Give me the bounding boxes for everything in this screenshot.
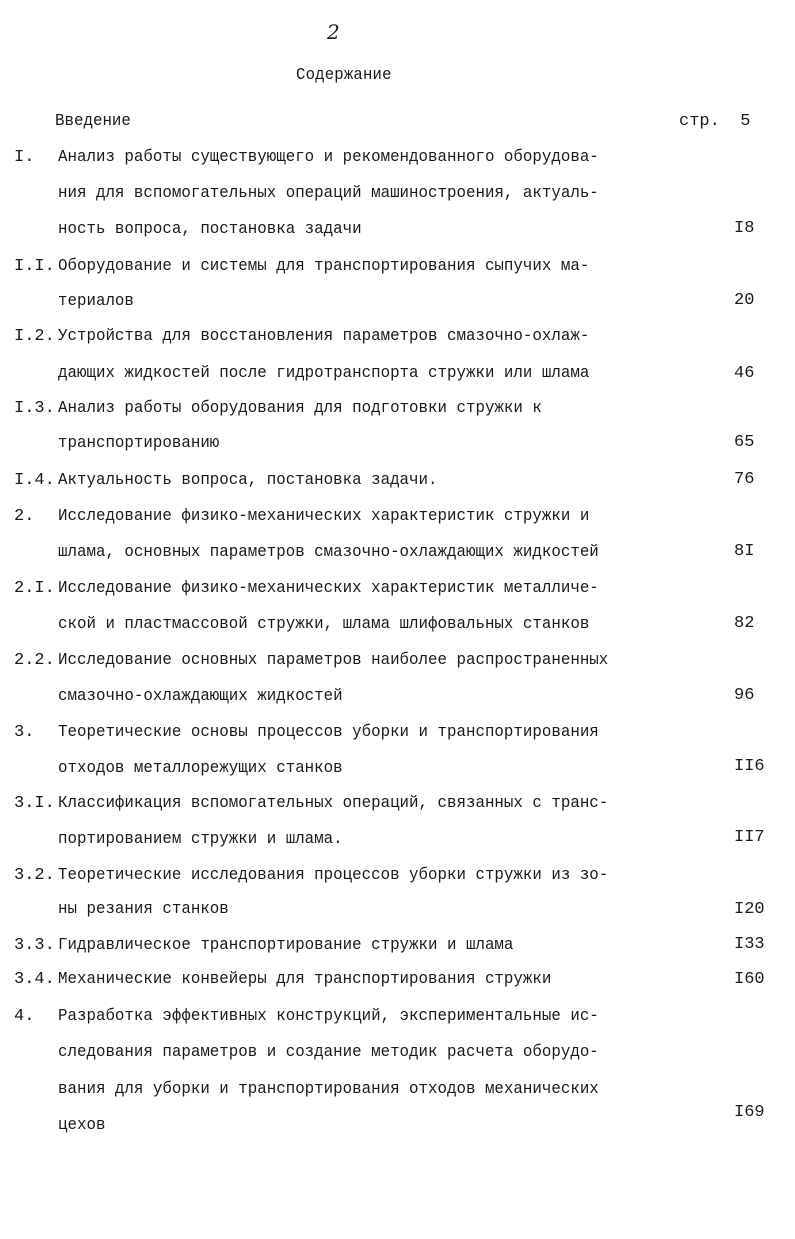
toc-entry-page: 76 bbox=[734, 470, 755, 489]
toc-entry-line: териалов bbox=[58, 292, 134, 311]
toc-entry-line: Теоретические основы процессов уборки и транспортирования bbox=[58, 723, 599, 742]
toc-entry-line: отходов металлорежущих станков bbox=[58, 759, 343, 778]
toc-entry-line: Гидравлическое транспортирование стружки и шлама bbox=[58, 936, 514, 955]
toc-entry-line: Анализ работы существующего и рекомендованного оборудова- bbox=[58, 148, 599, 167]
toc-entry-page: I33 bbox=[734, 935, 765, 954]
toc-entry-number: 3.3. bbox=[14, 936, 55, 955]
toc-entry-page: I8 bbox=[734, 219, 755, 238]
toc-entry-page: I69 bbox=[734, 1103, 765, 1122]
toc-entry-line: Устройства для восстановления параметров смазочно-охлаж- bbox=[58, 327, 590, 346]
toc-entry-line: ны резания станков bbox=[58, 900, 229, 919]
toc-entry-line: дающих жидкостей после гидротранспорта стружки или шлама bbox=[58, 364, 590, 383]
toc-entry-line: вания для уборки и транспортирования отходов механических bbox=[58, 1080, 599, 1099]
toc-entry-line: ность вопроса, постановка задачи bbox=[58, 220, 362, 239]
toc-entry-line: Разработка эффективных конструкций, экспериментальные ис- bbox=[58, 1007, 599, 1026]
toc-entry-page: 8I bbox=[734, 542, 755, 561]
toc-entry-line: цехов bbox=[58, 1116, 106, 1135]
toc-entry-line: Оборудование и системы для транспортирования сыпучих ма- bbox=[58, 257, 590, 276]
toc-entry-page: 96 bbox=[734, 686, 755, 705]
toc-entry-number: 4. bbox=[14, 1007, 35, 1026]
intro-label: Введение bbox=[55, 112, 131, 131]
toc-entry-line: Актуальность вопроса, постановка задачи. bbox=[58, 471, 438, 490]
toc-entry-line: Механические конвейеры для транспортирования стружки bbox=[58, 970, 552, 989]
toc-entry-number: I. bbox=[14, 148, 35, 167]
toc-entry-page: II6 bbox=[734, 757, 765, 776]
toc-entry-page: 82 bbox=[734, 614, 755, 633]
intro-page bbox=[679, 112, 750, 131]
toc-entry-line: Классификация вспомогательных операций, связанных с транс- bbox=[58, 794, 609, 813]
toc-entry-line: транспортированию bbox=[58, 434, 220, 453]
toc-entry-line: Исследование физико-механических характеристик металличе- bbox=[58, 579, 599, 598]
toc-entry-number: I.3. bbox=[14, 399, 55, 418]
toc-title: Содержание bbox=[296, 66, 392, 85]
toc-entry-number: I.2. bbox=[14, 327, 55, 346]
toc-entry-page: I20 bbox=[734, 900, 765, 919]
toc-entry-line: следования параметров и создание методик расчета оборудо- bbox=[58, 1043, 599, 1062]
toc-entry-page: II7 bbox=[734, 828, 765, 847]
toc-entry-number: 3.2. bbox=[14, 866, 55, 885]
toc-entry-number: I.I. bbox=[14, 257, 55, 276]
toc-entry-page: I60 bbox=[734, 970, 765, 989]
toc-entry-number: I.4. bbox=[14, 471, 55, 490]
toc-entry-page: 65 bbox=[734, 433, 755, 452]
toc-entry-line: шлама, основных параметров смазочно-охлаждающих жидкостей bbox=[58, 543, 599, 562]
intro-page-prefix: стр. bbox=[679, 112, 720, 131]
toc-entry-line: портированием стружки и шлама. bbox=[58, 830, 343, 849]
toc-entry-line: смазочно-охлаждающих жидкостей bbox=[58, 687, 343, 706]
toc-entry-number: 3.4. bbox=[14, 970, 55, 989]
toc-entry-line: Исследование физико-механических характеристик стружки и bbox=[58, 507, 590, 526]
toc-entry-number: 2. bbox=[14, 507, 35, 526]
toc-entry-number: 2.2. bbox=[14, 651, 55, 670]
toc-entry-line: ской и пластмассовой стружки, шлама шлифовальных станков bbox=[58, 615, 590, 634]
toc-entry-page: 46 bbox=[734, 364, 755, 383]
intro-page-number: 5 bbox=[740, 112, 751, 131]
toc-entry-page: 20 bbox=[734, 291, 755, 310]
toc-entry-number: 2.I. bbox=[14, 579, 55, 598]
toc-entry-line: Анализ работы оборудования для подготовки стружки к bbox=[58, 399, 542, 418]
toc-entry-line: ния для вспомогательных операций машиностроения, актуаль- bbox=[58, 184, 599, 203]
toc-entry-line: Исследование основных параметров наиболее распространенных bbox=[58, 651, 609, 670]
page-number: 2 bbox=[327, 20, 340, 44]
toc-entry-line: Теоретические исследования процессов уборки стружки из зо- bbox=[58, 866, 609, 885]
toc-entry-number: 3.I. bbox=[14, 794, 55, 813]
toc-entry-number: 3. bbox=[14, 723, 35, 742]
